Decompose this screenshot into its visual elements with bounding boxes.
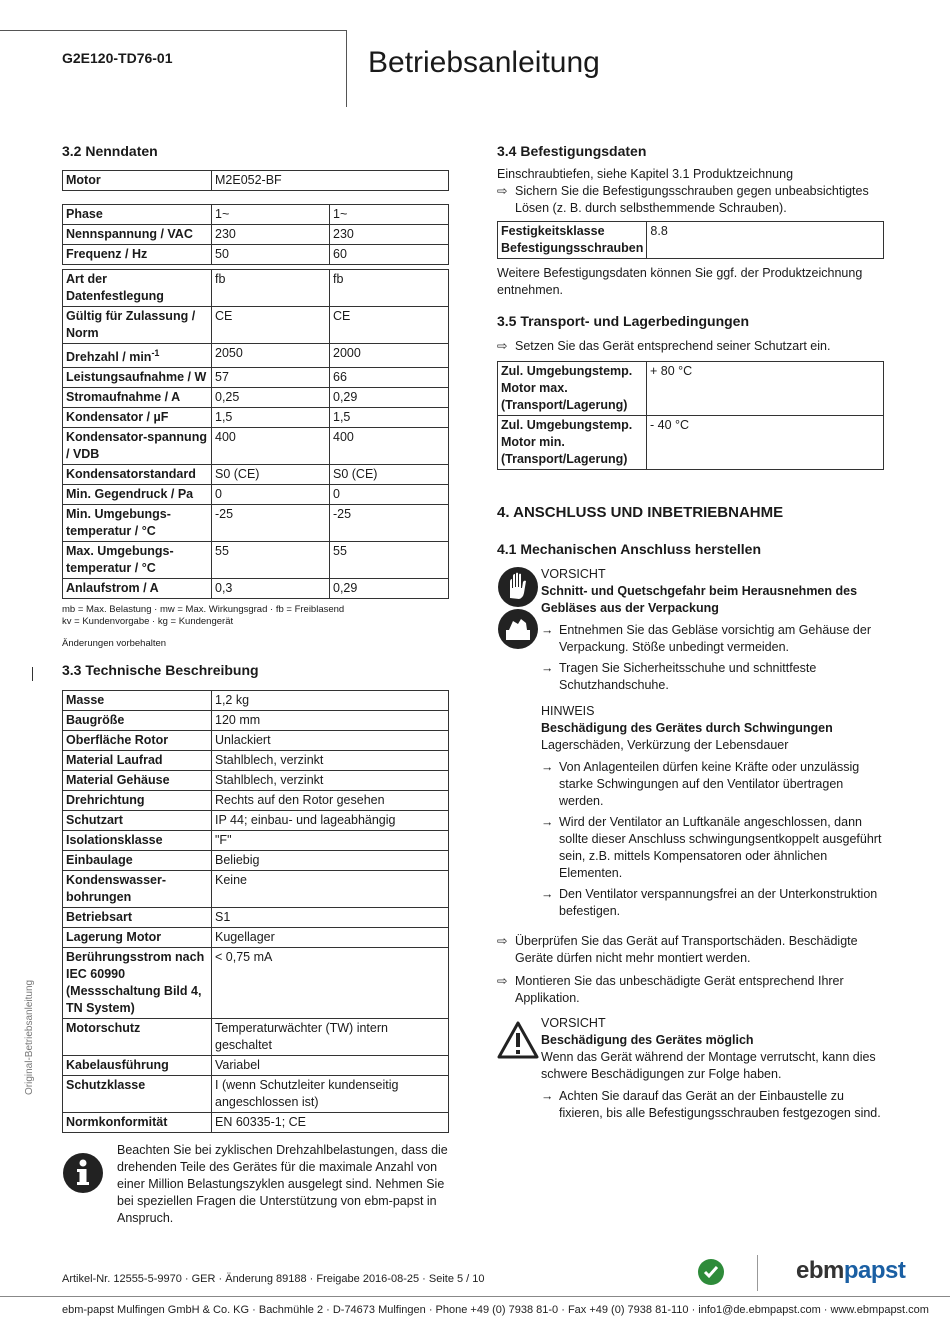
- row-value-50hz: 2050: [212, 344, 330, 368]
- row-value: < 0,75 mA: [212, 948, 449, 1019]
- footer-divider: [757, 1255, 758, 1291]
- table-row: [63, 428, 449, 465]
- notice-heading: Beschädigung des Gerätes durch Schwingungen: [541, 721, 833, 735]
- row-label: Zul. Umgebungstemp. Motor min. (Transport/Lagerung): [498, 416, 647, 470]
- abbrev-note-1: mb = Max. Belastung · mw = Max. Wirkungsgrad · fb = Freiblasend: [62, 604, 345, 616]
- arrow-list-text: Entnehmen Sie das Gebläse vorsichtig am Gehäuse der Verpackung. Stöße unbedingt vermeiden.: [559, 623, 871, 654]
- section-title-3-5: 3.5 Transport- und Lagerbedingungen: [497, 313, 750, 329]
- table-row: [63, 928, 449, 948]
- margin-tick: [32, 667, 33, 681]
- row-value: 1,2 kg: [212, 691, 449, 711]
- row-value: - 40 °C: [647, 416, 884, 470]
- warning-items: [541, 622, 884, 694]
- table-row: [498, 222, 884, 259]
- row-label: Drehrichtung: [63, 791, 212, 811]
- table-row: [498, 416, 884, 470]
- table-row: [63, 542, 449, 579]
- section-title-3-4: 3.4 Befestigungsdaten: [497, 143, 647, 159]
- row-label: Lagerung Motor: [63, 928, 212, 948]
- row-label: Kondensator-spannung / VDB: [63, 428, 212, 465]
- row-value-50hz: 400: [212, 428, 330, 465]
- warning-label: VORSICHT: [541, 567, 606, 581]
- row-label: Max. Umgebungs-temperatur / °C: [63, 542, 212, 579]
- table-row: [63, 485, 449, 505]
- fastening-note: Weitere Befestigungsdaten können Sie ggf. der Produktzeichnung entnehmen.: [497, 266, 863, 297]
- table-row: [498, 362, 884, 416]
- row-label: Min. Gegendruck / Pa: [63, 485, 212, 505]
- row-value: Stahlblech, verzinkt: [212, 771, 449, 791]
- right-column: [497, 143, 884, 1126]
- row-value: Kugellager: [212, 928, 449, 948]
- section-title-3-2: 3.2 Nenndaten: [62, 143, 158, 159]
- section-title-4-1: 4.1 Mechanischen Anschluss herstellen: [497, 541, 762, 557]
- changes-note: Änderungen vorbehalten: [62, 638, 167, 650]
- bullet-item: [497, 338, 884, 355]
- info-icon: [62, 1142, 117, 1227]
- row-label: Schutzart: [63, 811, 212, 831]
- table-row: [63, 871, 449, 908]
- row-value-50hz: 1~: [212, 205, 330, 225]
- row-label: Art der Datenfestlegung: [63, 270, 212, 307]
- row-value-60hz: 0,29: [330, 579, 449, 599]
- motor-label: Motor: [63, 171, 212, 191]
- row-value-60hz: fb: [330, 270, 449, 307]
- footer-article-info: Artikel-Nr. 12555-5-9970 · GER · Änderung 89188 · Freigabe 2016-08-25 · Seite 5 / 10: [62, 1273, 485, 1285]
- notice-items: [541, 759, 884, 920]
- table-row: [63, 711, 449, 731]
- arrow-list-text: Wird der Ventilator an Luftkanäle angeschlossen, dann sollte dieser Anschluss schwingungsentkoppelt ausgeführt sein, z.B. mittels Kompensatoren oder ähnlichen Elementen.: [559, 815, 882, 880]
- arrow-list-text: Tragen Sie Sicherheitsschuhe und schnittfeste Schutzhandschuhe.: [559, 661, 817, 692]
- logo-part-papst: papst: [843, 1257, 906, 1284]
- table-row: [63, 579, 449, 599]
- notice-label: HINWEIS: [541, 704, 595, 718]
- arrow-list-item: [541, 660, 884, 694]
- warning-heading: Schnitt- und Quetschgefahr beim Herausnehmen des Gebläses aus der Verpackung: [541, 584, 858, 615]
- right-arrow-icon: →: [541, 623, 554, 637]
- arrow-list-item: [541, 886, 884, 920]
- abbrev-note-2: kv = Kundenvorgabe · kg = Kundengerät: [62, 616, 234, 628]
- row-value: Stahlblech, verzinkt: [212, 751, 449, 771]
- arrow-bullet-icon: ⇨: [497, 974, 508, 988]
- logo-part-ebm: ebm: [796, 1257, 844, 1284]
- table-row: [63, 1076, 449, 1113]
- warning-heading: Beschädigung des Gerätes möglich: [541, 1033, 754, 1047]
- row-value-50hz: 0,25: [212, 388, 330, 408]
- row-value-60hz: 60: [330, 245, 449, 265]
- row-label: Betriebsart: [63, 908, 212, 928]
- row-value: Unlackiert: [212, 731, 449, 751]
- table-row: [63, 691, 449, 711]
- table-row: [63, 908, 449, 928]
- table-row: [63, 1113, 449, 1133]
- glove-warning-icon: [497, 566, 541, 924]
- row-label: Anlaufstrom / A: [63, 579, 212, 599]
- table-row: [63, 948, 449, 1019]
- row-value-50hz: 230: [212, 225, 330, 245]
- arrow-list-item: [541, 622, 884, 656]
- table-row: [63, 811, 449, 831]
- row-value-60hz: 400: [330, 428, 449, 465]
- row-value: Beliebig: [212, 851, 449, 871]
- table-row: [63, 307, 449, 344]
- table-row: [63, 225, 449, 245]
- row-value: S1: [212, 908, 449, 928]
- row-label: Nennspannung / VAC: [63, 225, 212, 245]
- table-row: [63, 751, 449, 771]
- table-row: [63, 771, 449, 791]
- row-label-sup: -1: [151, 348, 160, 358]
- row-label: Drehzahl / $\min^{-1}$: [63, 344, 212, 368]
- row-value-50hz: S0 (CE): [212, 465, 330, 485]
- fastening-label: Festigkeitsklasse Befestigungsschrauben: [498, 222, 647, 259]
- row-value-50hz: 1,5: [212, 408, 330, 428]
- row-value-60hz: 55: [330, 542, 449, 579]
- ebmpapst-logo: [796, 1257, 905, 1285]
- row-label: Gültig für Zulassung / Norm: [63, 307, 212, 344]
- row-label: Material Gehäuse: [63, 771, 212, 791]
- row-label: Frequenz / Hz: [63, 245, 212, 265]
- bullet-text: Sichern Sie die Befestigungsschrauben gegen unbeabsichtigtes Lösen (z. B. durch selbsthemmende Schrauben).: [515, 184, 869, 215]
- row-label: Phase: [63, 205, 212, 225]
- table-row: [63, 465, 449, 485]
- table-row: [63, 344, 449, 368]
- footer-company-info: ebm-papst Mulfingen GmbH & Co. KG · Bachmühle 2 · D-74673 Mulfingen · Phone +49 (0) 7938 81-0 · Fax +49 (0) 7938 81-110 · info1@de.ebmpapst.com · www.ebmpapst.com: [62, 1304, 929, 1316]
- table-row: [63, 851, 449, 871]
- row-value: Variabel: [212, 1056, 449, 1076]
- screw-depth-text: Einschraubtiefen, siehe Kapitel 3.1 Produktzeichnung: [497, 167, 794, 181]
- row-value-60hz: -25: [330, 505, 449, 542]
- header-divider: [346, 30, 347, 107]
- row-label: Motorschutz: [63, 1019, 212, 1056]
- arrow-list-text: Den Ventilator verspannungsfrei an der Unterkonstruktion befestigen.: [559, 887, 878, 918]
- row-label: Masse: [63, 691, 212, 711]
- row-label: Material Laufrad: [63, 751, 212, 771]
- arrow-bullet-icon: ⇨: [497, 934, 508, 948]
- table-row: [63, 171, 449, 191]
- row-value-50hz: 57: [212, 368, 330, 388]
- row-label: Schutzklasse: [63, 1076, 212, 1113]
- row-label: Baugröße: [63, 711, 212, 731]
- row-value: + 80 °C: [647, 362, 884, 416]
- arrow-list-text: Achten Sie darauf das Gerät an der Einbaustelle zu fixieren, bis alle Befestigungsschrauben festgezogen sind.: [559, 1089, 881, 1120]
- row-label: Zul. Umgebungstemp. Motor max. (Transport/Lagerung): [498, 362, 647, 416]
- warning-caution-1: [497, 566, 884, 924]
- document-code: G2E120-TD76-01: [62, 50, 173, 66]
- row-value-50hz: 0,3: [212, 579, 330, 599]
- page-title: Betriebsanleitung: [368, 46, 600, 79]
- storage-table: [497, 361, 884, 470]
- table-row: [63, 270, 449, 307]
- bullet-text: Setzen Sie das Gerät entsprechend seiner Schutzart ein.: [515, 339, 831, 353]
- table-row: [63, 368, 449, 388]
- section-title-4: 4. ANSCHLUSS UND INBETRIEBNAHME: [497, 504, 784, 521]
- row-label: Isolationsklasse: [63, 831, 212, 851]
- table-row: [63, 731, 449, 751]
- table-row: [63, 408, 449, 428]
- table-row: [63, 505, 449, 542]
- side-label: Original-Betriebsanleitung: [24, 979, 35, 1095]
- fastening-value: 8.8: [647, 222, 884, 259]
- row-label: Kondensator / µF: [63, 408, 212, 428]
- badge-text: [497, 1258, 498, 1259]
- row-label: Berührungsstrom nach IEC 60990 (Messschaltung Bild 4, TN System): [63, 948, 212, 1019]
- arrow-list-item: [541, 1088, 884, 1122]
- row-label: Stromaufnahme / A: [63, 388, 212, 408]
- row-value: IP 44; einbau- und lageabhängig: [212, 811, 449, 831]
- row-value: Rechts auf den Rotor gesehen: [212, 791, 449, 811]
- row-value-60hz: 66: [330, 368, 449, 388]
- warning-label: VORSICHT: [541, 1016, 606, 1030]
- row-value-60hz: 230: [330, 225, 449, 245]
- right-arrow-icon: →: [541, 760, 554, 774]
- row-label: Kabelausführung: [63, 1056, 212, 1076]
- arrow-list-text: Von Anlagenteilen dürfen keine Kräfte oder unzulässig starke Schwingungen auf den Ventilator übertragen werden.: [559, 760, 860, 808]
- right-arrow-icon: →: [541, 661, 554, 675]
- bullet-text: Montieren Sie das unbeschädigte Gerät entsprechend Ihrer Applikation.: [515, 974, 844, 1005]
- row-label: Normkonformität: [63, 1113, 212, 1133]
- row-value-50hz: 50: [212, 245, 330, 265]
- table-row: [63, 1056, 449, 1076]
- table-row: [63, 1019, 449, 1056]
- table-row: [63, 388, 449, 408]
- bullet-item: [497, 183, 884, 217]
- row-value: I (wenn Schutzleiter kundenseitig angeschlossen ist): [212, 1076, 449, 1113]
- motor-table: [62, 170, 449, 191]
- row-value: "F": [212, 831, 449, 851]
- table-row: [63, 245, 449, 265]
- arrow-bullet-icon: ⇨: [497, 184, 508, 198]
- rated-data-table-a: [62, 204, 449, 265]
- arrow-bullet-icon: ⇨: [497, 339, 508, 353]
- arrow-list-item: [541, 814, 884, 882]
- info-note: [62, 1142, 449, 1227]
- header-rule: [0, 30, 346, 31]
- fastening-table: [497, 221, 884, 259]
- section-title-3-3: 3.3 Technische Beschreibung: [62, 662, 259, 679]
- notice-text: Lagerschäden, Verkürzung der Lebensdauer: [541, 738, 789, 752]
- warning-items: [541, 1088, 884, 1122]
- row-label: Min. Umgebungs-temperatur / °C: [63, 505, 212, 542]
- left-column: [62, 143, 449, 1227]
- table-row: [63, 791, 449, 811]
- triangle-warning-icon: [497, 1015, 541, 1126]
- row-value-60hz: 2000: [330, 344, 449, 368]
- row-value-60hz: 1~: [330, 205, 449, 225]
- row-value-50hz: fb: [212, 270, 330, 307]
- right-arrow-icon: →: [541, 1089, 554, 1103]
- row-value-60hz: S0 (CE): [330, 465, 449, 485]
- arrow-list-item: [541, 759, 884, 810]
- right-arrow-icon: →: [541, 815, 554, 829]
- technical-table: [62, 690, 449, 1133]
- row-value-60hz: CE: [330, 307, 449, 344]
- row-value: Keine: [212, 871, 449, 908]
- row-value-50hz: 0: [212, 485, 330, 505]
- row-label: Leistungsaufnahme / W: [63, 368, 212, 388]
- table-row: [63, 831, 449, 851]
- bullet-item: [497, 933, 884, 967]
- footer-rule: [0, 1296, 950, 1297]
- row-value-60hz: 1,5: [330, 408, 449, 428]
- table-row: [63, 205, 449, 225]
- row-value-60hz: 0: [330, 485, 449, 505]
- row-value: 120 mm: [212, 711, 449, 731]
- warning-text: Wenn das Gerät während der Montage verrutscht, kann dies schwere Beschädigungen zur Folge haben.: [541, 1050, 876, 1081]
- row-value-60hz: 0,29: [330, 388, 449, 408]
- bullet-text: Überprüfen Sie das Gerät auf Transportschäden. Beschädigte Geräte dürfen nicht mehr montiert werden.: [515, 934, 858, 965]
- row-value-50hz: 55: [212, 542, 330, 579]
- row-value-50hz: -25: [212, 505, 330, 542]
- row-label: Kondensatorstandard: [63, 465, 212, 485]
- motor-value: M2E052-BF: [212, 171, 449, 191]
- info-text: Beachten Sie bei zyklischen Drehzahlbelastungen, dass die drehenden Teile des Gerätes für die maximale Anzahl von einer Million Belastungszyklen ausgelegt sind. Nehmen Sie bei speziellen Fragen die Unterstützung von ebm-papst in Anspruch.: [117, 1143, 448, 1226]
- row-value-50hz: CE: [212, 307, 330, 344]
- row-label: Einbaulage: [63, 851, 212, 871]
- rated-data-table-b: [62, 269, 449, 599]
- row-value: Temperaturwächter (TW) intern geschaltet: [212, 1019, 449, 1056]
- bullet-item: [497, 973, 884, 1007]
- green-tech-badge: [697, 1258, 725, 1289]
- row-value: EN 60335-1; CE: [212, 1113, 449, 1133]
- right-arrow-icon: →: [541, 887, 554, 901]
- row-label: Oberfläche Rotor: [63, 731, 212, 751]
- warning-caution-2: [497, 1015, 884, 1126]
- row-label: Kondenswasser-bohrungen: [63, 871, 212, 908]
